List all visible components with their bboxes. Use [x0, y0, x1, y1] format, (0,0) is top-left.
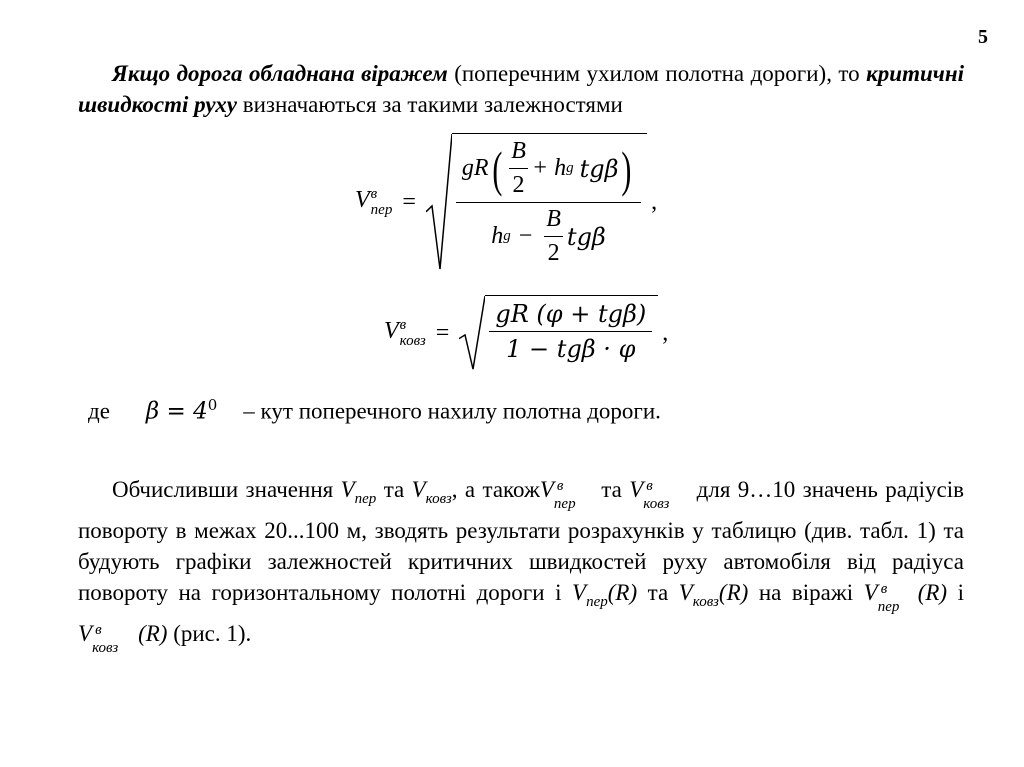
formula1-den-2: 2 — [547, 240, 560, 266]
radical-sign-icon — [426, 133, 452, 271]
p2-vv-per-sup: в — [556, 478, 564, 494]
p2-vvpr-sub: пер — [877, 599, 900, 615]
p2-vvpr-r: (R) — [917, 580, 948, 605]
formula1-minus: − — [518, 223, 533, 249]
formula1-lhs: V — [355, 187, 370, 213]
beta-degree: 0 — [207, 396, 218, 414]
p2-vvpr-sup: в — [880, 581, 888, 597]
formula1-gR: gR — [461, 155, 489, 181]
p2-vpr: V — [572, 580, 587, 605]
formula2-comma: , — [662, 319, 669, 346]
p2-vvkr: V — [78, 621, 93, 646]
formula1-den-B: B — [546, 206, 561, 232]
p2-vv-kovz: V — [629, 477, 644, 502]
p2-text-5: для 9…10 значень радіусів повороту в межах 20...100 м, зводять результати розрахунків у таблицю (див. табл. 1) та будують графіки залежностей критичних швидкостей руху автомобіля від радіуса повороту на горизонтальному полотні дороги і — [78, 477, 965, 605]
p2-text-6: та — [637, 580, 679, 605]
p2-v-per-sub: пер — [354, 491, 377, 507]
formula2-equals: = — [435, 319, 450, 346]
formula1-lhs-sup: в — [370, 186, 378, 202]
formula1-equals: = — [402, 188, 416, 215]
formula1-den-g-sub: g — [503, 228, 511, 244]
formula2-lhs-sub: ковз — [399, 333, 426, 349]
p2-text-1: Обчисливши значення — [112, 477, 341, 502]
formula1-g-sub: g — [566, 160, 574, 176]
results-paragraph — [78, 474, 965, 656]
p2-vkr-r: (R) — [718, 580, 749, 605]
p2-text-9: (рис. 1). — [167, 621, 252, 646]
p2-text-4: та — [593, 477, 630, 502]
formula2-lhs: V — [384, 318, 399, 344]
formula1-lhs-sub: пер — [370, 202, 393, 218]
formula-v-kovz — [384, 295, 668, 371]
p2-vv-kovz-sub: ковз — [643, 496, 670, 512]
formula2-denominator: 1 − tgβ · φ — [506, 335, 636, 363]
p2-v-per: V — [340, 477, 355, 502]
formula1-den-tgbeta: tgβ — [566, 222, 606, 251]
p2-vvpr: V — [863, 580, 878, 605]
p2-vpr-r: (R) — [607, 580, 638, 605]
intro-text-b: визначаються за такими залежностями — [236, 92, 623, 117]
formula2-numerator: gR (φ + tgβ) — [495, 300, 647, 328]
radical-sign-small-icon — [459, 295, 485, 371]
formula1-B: B — [511, 138, 526, 164]
p2-vv-per: V — [539, 477, 554, 502]
p2-vvkr-r: (R) — [138, 621, 168, 646]
p2-text-8: і — [947, 580, 964, 605]
right-paren-icon: ) — [621, 140, 632, 197]
beta-value: β = 4 — [145, 398, 208, 425]
p2-text-2: та — [383, 477, 412, 502]
formula1-comma: , — [651, 188, 658, 215]
p2-vpr-sub: пер — [586, 594, 608, 610]
formula1-tgbeta: tgβ — [579, 154, 619, 183]
bold-term-critical-speeds: критичні швидкості руху — [78, 61, 964, 117]
p2-text-3: , а також — [451, 477, 540, 502]
p2-v-kovz: V — [411, 477, 426, 502]
p2-vv-kovz-sup: в — [646, 478, 653, 494]
de-word: де — [88, 398, 110, 424]
intro-paragraph — [78, 58, 964, 120]
p2-vvkr-sub: ковз — [92, 640, 119, 656]
p2-vkr-sub: ковз — [692, 594, 719, 610]
bold-term-virazh: Якщо дорога обладнана віражем — [112, 61, 448, 86]
p2-v-kovz-sub: ковз — [425, 491, 452, 507]
left-paren-icon: ( — [491, 140, 502, 197]
p2-text-7: на віражі — [748, 580, 864, 605]
p2-vvkr-sup: в — [95, 622, 102, 638]
formula-v-per — [355, 133, 657, 271]
p2-vkr: V — [678, 580, 693, 605]
page-number: 5 — [978, 26, 988, 48]
beta-description: – кут поперечного нахилу полотна дороги. — [243, 398, 661, 424]
formula2-lhs-sup: в — [399, 317, 407, 333]
beta-definition — [88, 396, 661, 425]
p2-vv-per-sub: пер — [553, 496, 576, 512]
formula1-h: h — [491, 223, 504, 249]
intro-text-a: (поперечним ухилом полотна дороги), то — [447, 61, 867, 86]
formula1-2: 2 — [512, 172, 525, 198]
formula1-plus-h: + h — [531, 155, 567, 181]
